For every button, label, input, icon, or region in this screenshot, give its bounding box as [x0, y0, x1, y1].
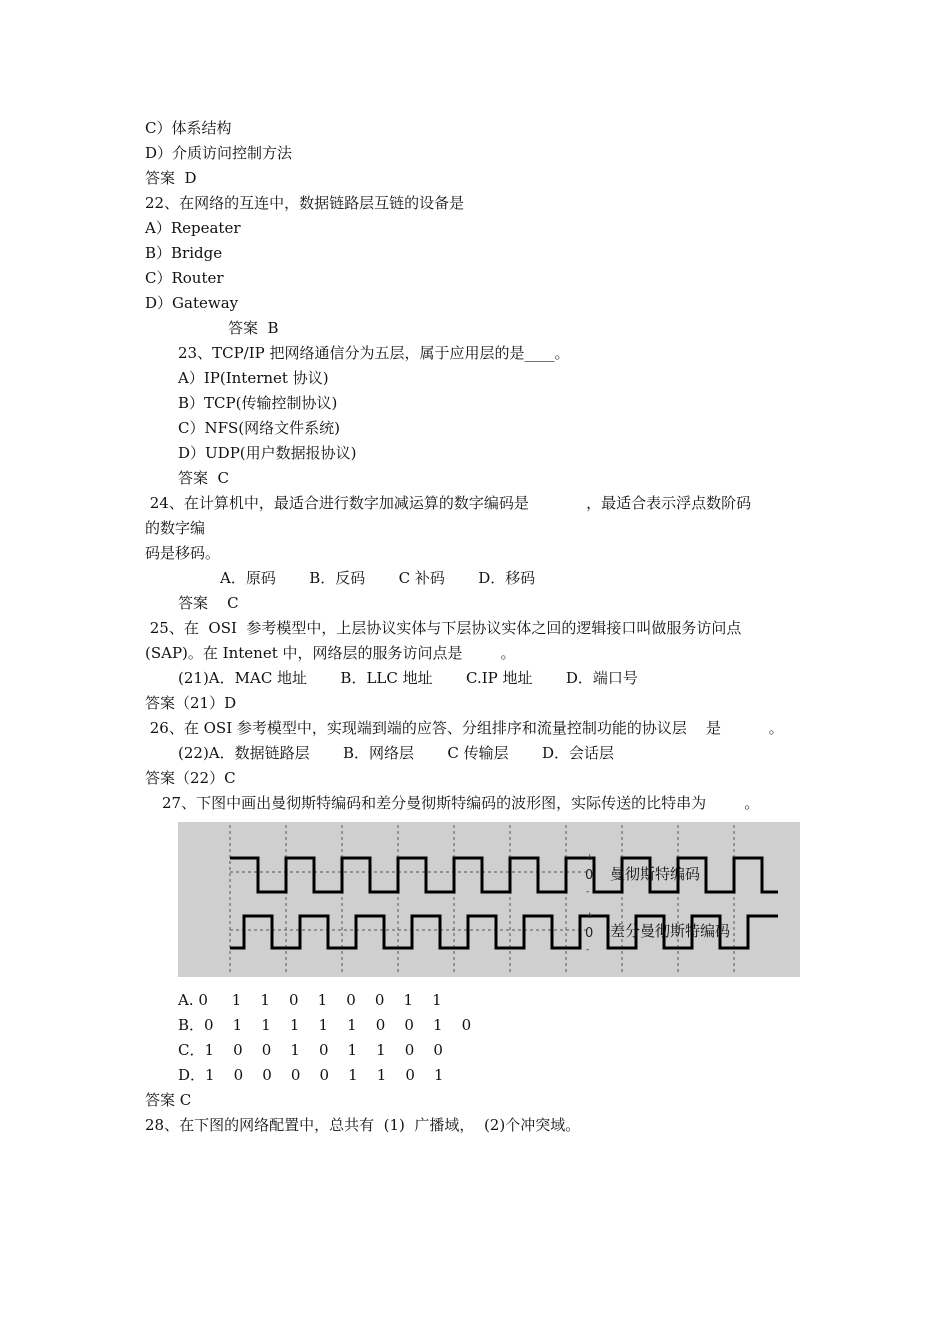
line-22: (SAP)。在 Intenet 中，网络层的服务访问点是 。 — [145, 644, 516, 662]
line-5: A）Repeater — [145, 219, 241, 237]
line-1: C）体系结构 — [145, 119, 232, 137]
row1-plus: + — [586, 853, 594, 863]
line-18: 码是移码。 — [145, 544, 221, 562]
row1-label: 曼彻斯特编码 — [610, 865, 701, 883]
line-19: A．原码 B．反码 C 补码 D．移码 — [220, 569, 536, 587]
line-29: A. 0 1 1 0 1 0 0 1 1 — [178, 991, 442, 1009]
row2-minus: - — [586, 945, 590, 955]
row1-zero: 0 — [585, 868, 594, 883]
line-13: C）NFS(网络文件系统) — [178, 419, 340, 437]
line-6: B）Bridge — [145, 244, 223, 262]
line-2: D）介质访问控制方法 — [145, 144, 293, 162]
line-32: D．1 0 0 0 0 1 1 0 1 — [178, 1066, 444, 1084]
line-8: D）Gateway — [145, 294, 239, 312]
line-23: (21)A．MAC 地址 B．LLC 地址 C.IP 地址 D．端口号 — [178, 669, 638, 687]
line-12: B）TCP(传输控制协议) — [178, 394, 338, 412]
line-10: 23、TCP/IP 把网络通信分为五层，属于应用层的是____。 — [178, 344, 570, 362]
line-9: 答案 B — [228, 319, 279, 337]
line-31: C．1 0 0 1 0 1 1 0 0 — [178, 1041, 443, 1059]
line-3: 答案 D — [145, 169, 197, 187]
line-24: 答案（21）D — [145, 694, 237, 712]
line-34: 28、在下图的网络配置中，总共有 (1) 广播域， (2)个冲突域。 — [145, 1116, 581, 1134]
line-20: 答案 C — [178, 594, 239, 612]
row2-zero: 0 — [585, 926, 594, 941]
line-33: 答案 C — [145, 1091, 192, 1109]
line-17: 的数字编 — [145, 519, 206, 537]
line-16: 24、在计算机中，最适合进行数字加减运算的数字编码是 ，最适合表示浮点数阶码 — [145, 494, 752, 512]
line-4: 22、在网络的互连中，数据链路层互链的设备是 — [145, 194, 465, 212]
line-21: 25、在 OSI 参考模型中，上层协议实体与下层协议实体之回的逻辑接口叫做服务访问点 — [145, 619, 742, 637]
row2-label: 差分曼彻斯特编码 — [610, 922, 731, 940]
row1-minus: - — [586, 887, 590, 897]
line-26: (22)A．数据链路层 B．网络层 C 传输层 D．会话层 — [178, 744, 615, 762]
line-7: C）Router — [145, 269, 224, 287]
line-14: D）UDP(用户数据报协议) — [178, 444, 357, 462]
line-11: A）IP(Internet 协议) — [178, 369, 329, 387]
manchester-waveform-figure — [178, 822, 800, 977]
line-27: 答案（22）C — [145, 769, 236, 787]
line-15: 答案 C — [178, 469, 230, 487]
line-28: 27、下图中画出曼彻斯特编码和差分曼彻斯特编码的波形图，实际传送的比特串为 。 — [162, 794, 760, 812]
line-30: B．0 1 1 1 1 1 0 0 1 0 — [178, 1016, 472, 1034]
line-25: 26、在 OSI 参考模型中，实现端到端的应答、分组排序和流量控制功能的协议层 是 。 — [145, 719, 784, 737]
row2-plus: + — [586, 911, 594, 921]
